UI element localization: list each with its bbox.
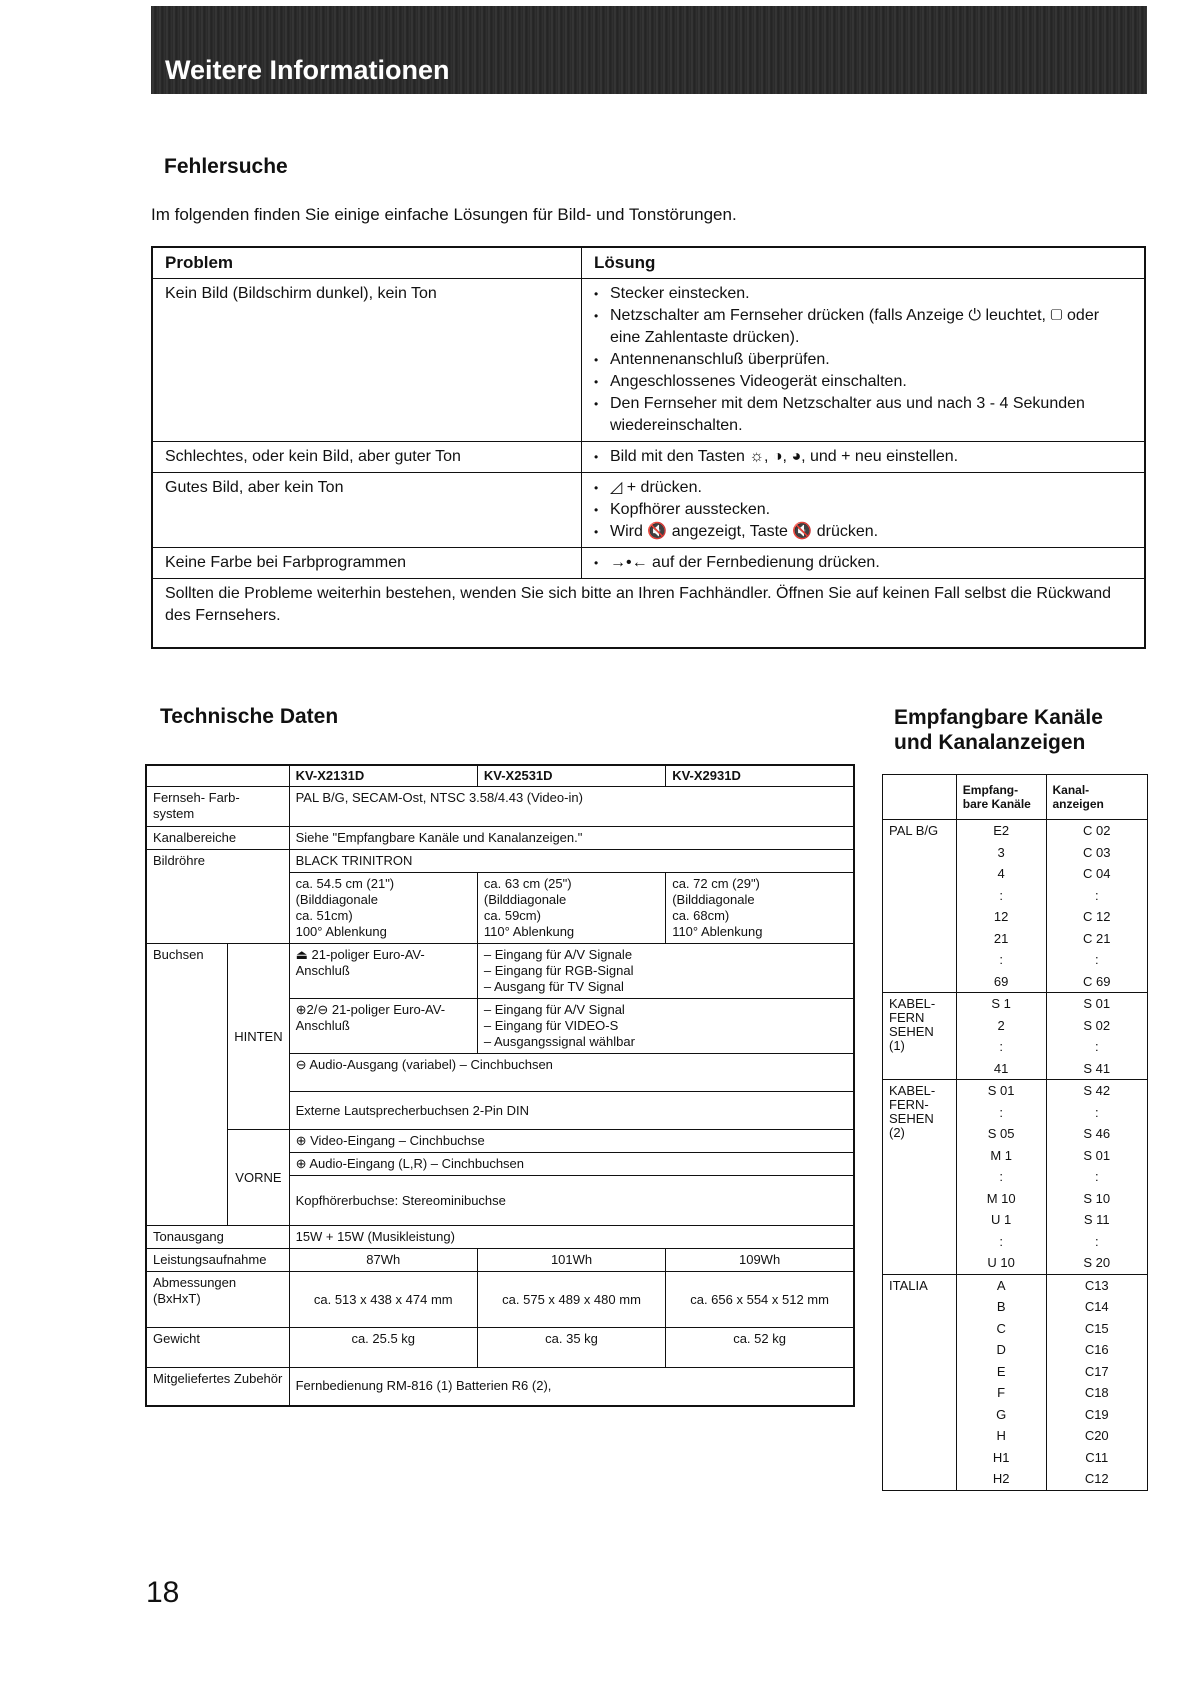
spec-value: ca. 513 x 438 x 474 mm <box>289 1272 477 1328</box>
spec-value: ca. 35 kg <box>477 1328 665 1368</box>
solution-item: • Netzschalter am Fernseher drücken (falls Anzeige ⏻ leuchtet, ▢ oder eine Zahlentaste drücken). <box>594 305 1132 349</box>
col-recv: Empfang- bare Kanäle <box>956 775 1046 820</box>
recv-list: A B C D E F G H H1 H2 <box>956 1274 1046 1490</box>
chan-corner <box>883 775 957 820</box>
model-2: KV-X2531D <box>477 765 665 787</box>
table-row <box>152 279 1145 442</box>
disp-list: S 42 : S 46 S 01 : S 10 S 11 : S 20 <box>1046 1080 1148 1275</box>
spec-value: ca. 575 x 489 x 480 mm <box>477 1272 665 1328</box>
disp-list: C 02 C 03 C 04 : C 12 C 21 : C 69 <box>1046 820 1148 993</box>
troubleshooting-intro: Im folgenden finden Sie einige einfache Lösungen für Bild- und Tonstörungen. <box>151 205 737 224</box>
speaker-jacks: Externe Lautsprecherbuchsen 2-Pin DIN <box>289 1092 854 1130</box>
connector-name: ⏏ 21-poliger Euro-AV-Anschluß <box>289 944 477 999</box>
spec-value: Fernbedienung RM-816 (1) Batterien R6 (2), <box>289 1368 854 1406</box>
col-solution: Lösung <box>582 247 1146 279</box>
channels-table <box>882 774 1148 1491</box>
spec-value: BLACK TRINITRON <box>289 850 854 873</box>
connector-desc: – Eingang für A/V Signal – Eingang für VIDEO-S – Ausgangssignal wählbar <box>477 999 854 1054</box>
spec-value: 109Wh <box>666 1249 854 1272</box>
spec-value: PAL B/G, SECAM-Ost, NTSC 3.58/4.43 (Video-in) <box>289 787 854 827</box>
video-in: ⊕ Video-Eingang – Cinchbuchse <box>289 1130 854 1153</box>
banner-title: Weitere Informationen <box>165 55 450 85</box>
problem-cell: Schlechtes, oder kein Bild, aber guter Ton <box>152 442 582 473</box>
channel-group <box>883 1080 1148 1275</box>
spec-value: ca. 25.5 kg <box>289 1328 477 1368</box>
table-row <box>152 548 1145 579</box>
channel-group <box>883 993 1148 1080</box>
solution-cell <box>582 548 1146 579</box>
specs-corner <box>146 765 289 787</box>
col-disp: Kanal- anzeigen <box>1046 775 1148 820</box>
solution-item: • Kopfhörer ausstecken. <box>594 499 1132 521</box>
spec-label: Abmessungen (BxHxT) <box>146 1272 289 1328</box>
tube-spec: ca. 63 cm (25") (Bilddiagonale ca. 59cm) 110° Ablenkung <box>477 873 665 944</box>
troubleshooting-footer: Sollten die Probleme weiterhin bestehen, wenden Sie sich bitte an Ihren Fachhändler. Öffnen Sie auf keinen Fall selbst die Rückwand des Fernsehers. <box>152 579 1145 649</box>
section-banner <box>151 6 1147 94</box>
problem-cell: Kein Bild (Bildschirm dunkel), kein Ton <box>152 279 582 442</box>
solution-cell <box>582 442 1146 473</box>
solution-item: • Den Fernseher mit dem Netzschalter aus und nach 3 - 4 Sekunden wiedereinschalten. <box>594 393 1132 437</box>
spec-value: 87Wh <box>289 1249 477 1272</box>
solution-cell <box>582 473 1146 548</box>
group-name: ITALIA <box>883 1274 957 1490</box>
spec-value: ca. 656 x 554 x 512 mm <box>666 1272 854 1328</box>
recv-list: S 01 : S 05 M 1 : M 10 U 1 : U 10 <box>956 1080 1046 1275</box>
channels-heading: Empfangbare Kanäle und Kanalanzeigen <box>894 706 1103 754</box>
spec-label: Mitgeliefertes Zubehör <box>146 1368 289 1406</box>
page-number: 18 <box>146 1576 180 1609</box>
spec-label: Kanalbereiche <box>146 827 289 850</box>
spec-label: Fernseh- Farb- system <box>146 787 289 827</box>
solution-item: • Antennenanschluß überprüfen. <box>594 349 1132 371</box>
solution-cell <box>582 279 1146 442</box>
vorne-label: VORNE <box>228 1130 289 1226</box>
tech-heading: Technische Daten <box>160 705 339 728</box>
channel-group <box>883 1274 1148 1490</box>
spec-label: Buchsen <box>146 944 228 1226</box>
spec-value: 15W + 15W (Musikleistung) <box>289 1226 854 1249</box>
solution-item: • →•← auf der Fernbedienung drücken. <box>594 552 1132 574</box>
hinten-label: HINTEN <box>228 944 289 1130</box>
solution-item: • Angeschlossenes Videogerät einschalten. <box>594 371 1132 393</box>
spec-label: Tonausgang <box>146 1226 289 1249</box>
spec-label: Bildröhre <box>146 850 289 944</box>
solution-item: • ◿ + drücken. <box>594 477 1132 499</box>
group-name: KABEL- FERN- SEHEN (2) <box>883 1080 957 1275</box>
spec-value: ca. 52 kg <box>666 1328 854 1368</box>
spec-value: Siehe "Empfangbare Kanäle und Kanalanzeigen." <box>289 827 854 850</box>
spec-label: Gewicht <box>146 1328 289 1368</box>
group-name: KABEL- FERN SEHEN (1) <box>883 993 957 1080</box>
disp-list: C13 C14 C15 C16 C17 C18 C19 C20 C11 C12 <box>1046 1274 1148 1490</box>
disp-list: S 01 S 02 : S 41 <box>1046 993 1148 1080</box>
spec-value: 101Wh <box>477 1249 665 1272</box>
table-row <box>152 442 1145 473</box>
channel-group <box>883 820 1148 993</box>
tube-spec: ca. 72 cm (29") (Bilddiagonale ca. 68cm) 110° Ablenkung <box>666 873 854 944</box>
model-3: KV-X2931D <box>666 765 854 787</box>
troubleshooting-table <box>151 246 1146 649</box>
audio-in: ⊕ Audio-Eingang (L,R) – Cinchbuchsen <box>289 1153 854 1176</box>
recv-list: S 1 2 : 41 <box>956 993 1046 1080</box>
col-problem: Problem <box>152 247 582 279</box>
model-1: KV-X2131D <box>289 765 477 787</box>
group-name: PAL B/G <box>883 820 957 993</box>
problem-cell: Keine Farbe bei Farbprogrammen <box>152 548 582 579</box>
solution-item: • Wird 🔇 angezeigt, Taste 🔇 drücken. <box>594 521 1132 543</box>
headphone-jack: Kopfhörerbuchse: Stereominibuchse <box>289 1176 854 1226</box>
audio-out: ⊖ Audio-Ausgang (variabel) – Cinchbuchsen <box>289 1054 854 1092</box>
problem-cell: Gutes Bild, aber kein Ton <box>152 473 582 548</box>
connector-name: ⊕2/⊖ 21-poliger Euro-AV-Anschluß <box>289 999 477 1054</box>
solution-item: • Stecker einstecken. <box>594 283 1132 305</box>
solution-item: • Bild mit den Tasten ☼, ◑, ◕, und + neu einstellen. <box>594 446 1132 468</box>
recv-list: E2 3 4 : 12 21 : 69 <box>956 820 1046 993</box>
connector-desc: – Eingang für A/V Signale – Eingang für RGB-Signal – Ausgang für TV Signal <box>477 944 854 999</box>
specs-table <box>145 764 855 1407</box>
spec-label: Leistungsaufnahme <box>146 1249 289 1272</box>
table-row <box>152 473 1145 548</box>
troubleshooting-heading: Fehlersuche <box>164 155 288 178</box>
tube-spec: ca. 54.5 cm (21") (Bilddiagonale ca. 51cm) 100° Ablenkung <box>289 873 477 944</box>
